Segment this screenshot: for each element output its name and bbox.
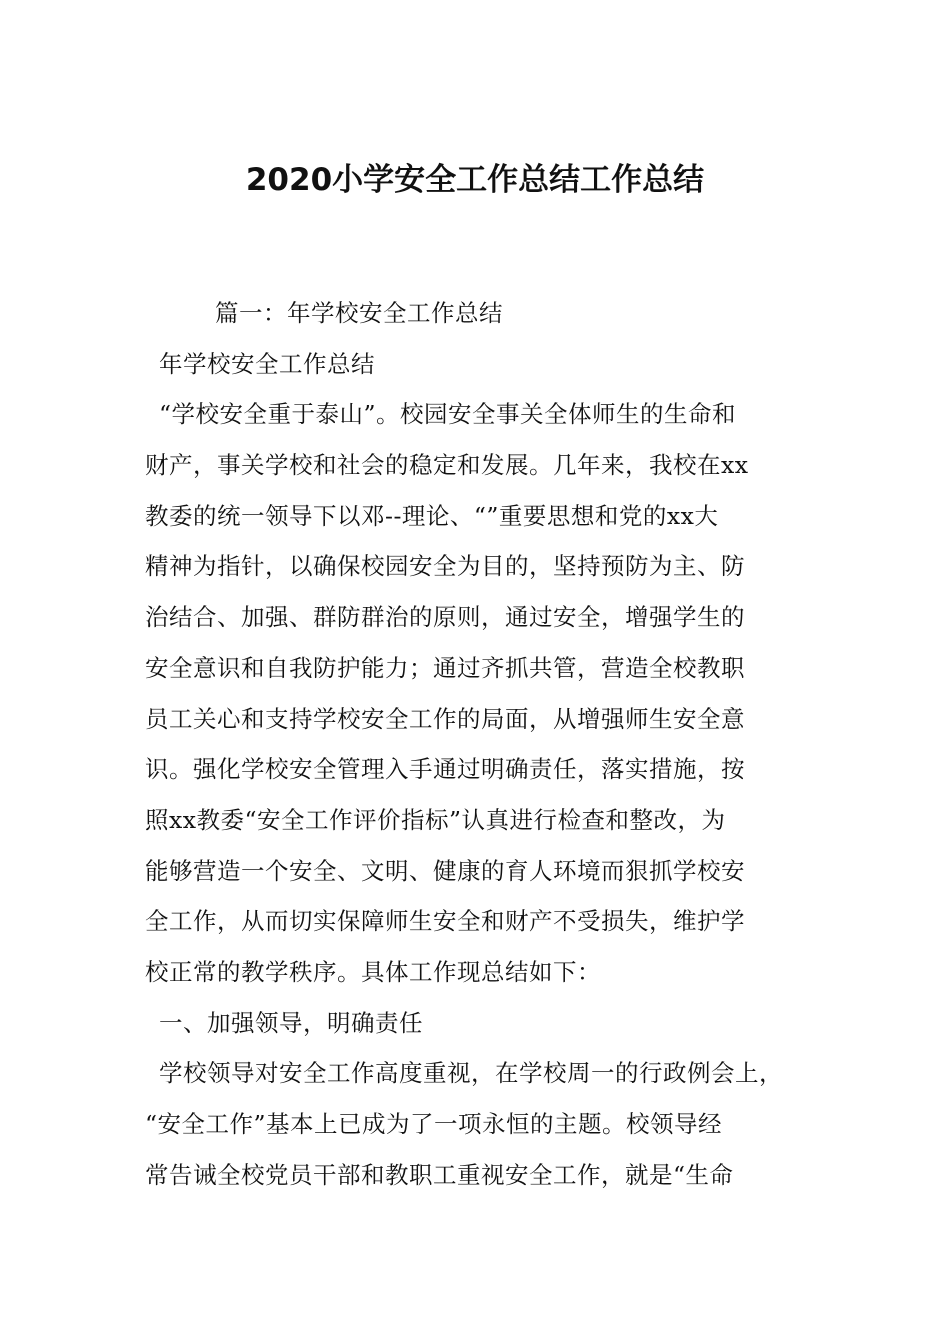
paragraph-line: 能够营造一个安全、文明、健康的育人环境而狠抓学校安 bbox=[145, 856, 745, 885]
paragraph-line: 学校领导对安全工作高度重视，在学校周一的行政例会上， bbox=[159, 1059, 783, 1088]
paragraph-line: 精神为指针，以确保校园安全为目的，坚持预防为主、防 bbox=[145, 552, 745, 581]
paragraph-line: “安全工作”基本上已成为了一项永恒的主题。校领导经 bbox=[145, 1110, 723, 1138]
section-heading: 篇一：年学校安全工作总结 bbox=[215, 299, 503, 327]
paragraph-line: 安全意识和自我防护能力；通过齐抓共管，营造全校教职 bbox=[145, 653, 745, 682]
paragraph-line: “学校安全重于泰山”。校园安全事关全体师生的生命和 bbox=[159, 400, 737, 429]
document-body bbox=[145, 288, 810, 1200]
paragraph-line: 员工关心和支持学校安全工作的局面，从增强师生安全意 bbox=[145, 704, 745, 733]
paragraph-line: 识。强化学校安全管理入手通过明确责任，落实措施，按 bbox=[145, 755, 745, 784]
paragraph-line: 治结合、加强、群防群治的原则，通过安全，增强学生的 bbox=[145, 603, 745, 632]
document-title: 2020小学安全工作总结工作总结 bbox=[245, 162, 705, 198]
paragraph-line: 照xx教委“安全工作评价指标”认真进行检查和整改，为 bbox=[145, 805, 726, 834]
paragraph-line: 常告诫全校党员干部和教职工重视安全工作，就是“生命 bbox=[145, 1160, 734, 1189]
paragraph-line: 全工作，从而切实保障师生安全和财产不受损失，维护学 bbox=[145, 907, 745, 936]
paragraph-line: 教委的统一领导下以邓--理论、“”重要思想和党的xx大 bbox=[145, 501, 719, 530]
paragraph-line: 财产，事关学校和社会的稳定和发展。几年来，我校在xx bbox=[145, 451, 749, 480]
subheading: 年学校安全工作总结 bbox=[159, 349, 375, 378]
paragraph-line: 校正常的教学秩序。具体工作现总结如下： bbox=[145, 957, 601, 986]
section-heading: 一、加强领导，明确责任 bbox=[159, 1008, 423, 1037]
